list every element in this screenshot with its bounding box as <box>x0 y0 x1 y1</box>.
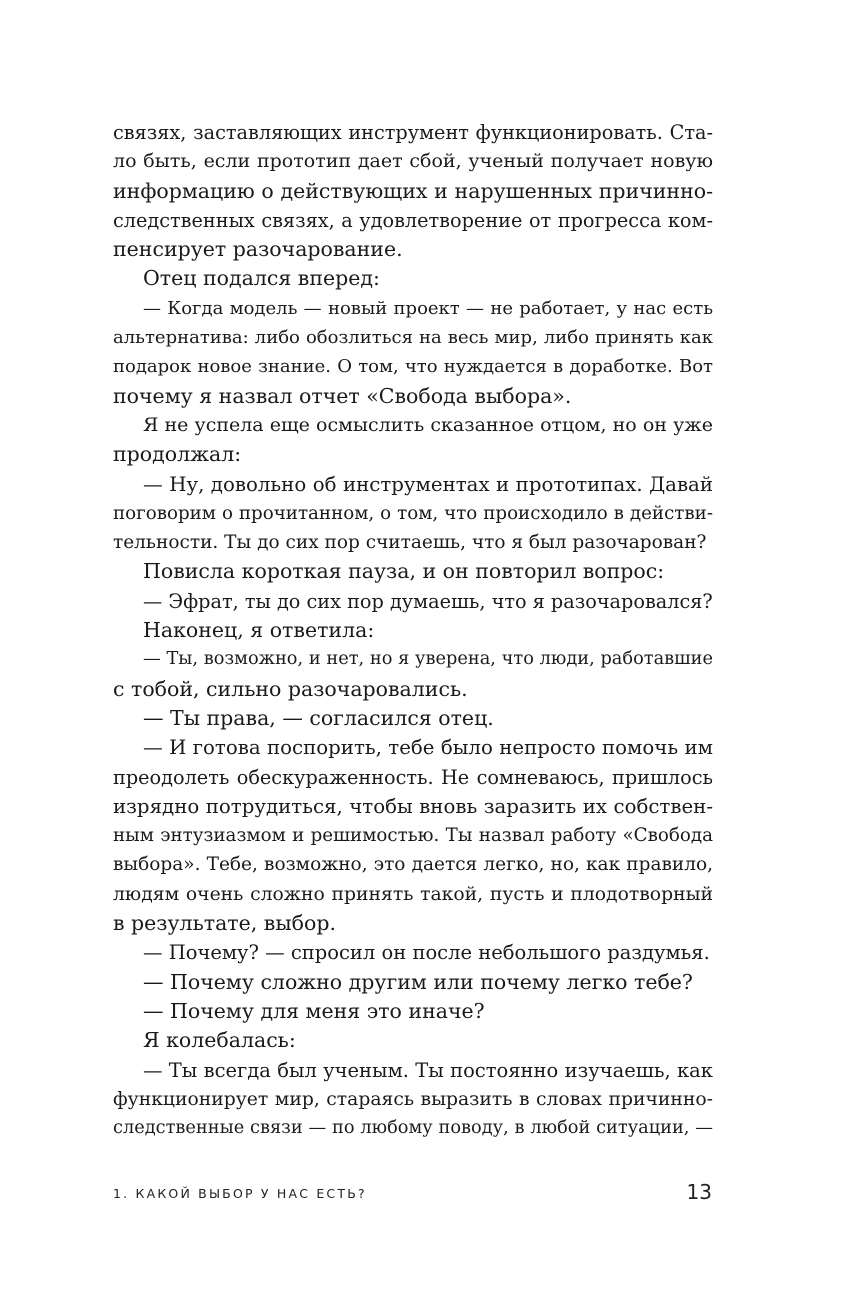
text-line: поговорим о прочитанном, о том, что происходило в действи- <box>113 502 713 524</box>
text-line: — Ну, довольно об инструментах и прототипах. Давай <box>143 472 713 496</box>
text-line: следственные связи — по любому поводу, в любой ситуации, — <box>113 1118 713 1139</box>
text-line: в результате, выбор. <box>113 911 336 936</box>
text-line: ным энтузиазмом и решимостью. Ты назвал работу «Свобода <box>113 825 713 847</box>
text-line: — Ты, возможно, и нет, но я уверена, что люди, работавшие <box>143 649 713 670</box>
text-line: — Почему? — спросил он после небольшого раздумья. <box>143 941 710 965</box>
text-line: — Ты всегда был ученым. Ты постоянно изучаешь, как <box>143 1058 713 1082</box>
running-footer-chapter: 1. КАКОЙ ВЫБОР У НАС ЕСТЬ? <box>113 1186 367 1201</box>
text-line: Наконец, я ответила: <box>143 618 375 643</box>
text-line: — Эфрат, ты до сих пор думаешь, что я разочаровался? <box>143 589 713 613</box>
text-line: Я не успела еще осмыслить сказанное отцом, но он уже <box>143 413 713 436</box>
text-line: преодолеть обескураженность. Не сомневаюсь, пришлось <box>113 765 713 789</box>
body-text <box>113 118 713 1143</box>
text-line: — Когда модель — новый проект — не работает, у нас есть <box>143 297 713 319</box>
text-line: — Ты права, — согласился отец. <box>143 705 494 730</box>
text-line: почему я назвал отчет «Свобода выбора». <box>113 383 572 408</box>
text-line: продолжал: <box>113 442 242 467</box>
text-line: подарок новое знание. О том, что нуждается в доработке. Вот <box>113 356 713 378</box>
text-line: — И готова поспорить, тебе было непросто помочь им <box>143 736 713 760</box>
text-line: Я колебалась: <box>143 1028 296 1053</box>
text-line: тельности. Ты до сих пор считаешь, что я был разочарован? <box>113 532 707 554</box>
text-line: выбора». Тебе, возможно, это дается легко, но, как правило, <box>113 854 713 876</box>
text-line: Повисла короткая пауза, и он повторил вопрос: <box>143 559 665 584</box>
text-line: пенсирует разочарование. <box>113 237 403 262</box>
text-line: связях, заставляющих инструмент функционировать. Ста- <box>113 121 713 144</box>
text-line: альтернатива: либо обозлиться на весь мир, либо принять как <box>113 327 713 349</box>
text-line: изрядно потрудиться, чтобы вновь заразить их собствен- <box>113 794 713 818</box>
text-line: функционирует мир, стараясь выразить в словах причинно- <box>113 1088 713 1110</box>
text-line: — Почему сложно другим или почему легко тебе? <box>143 969 693 994</box>
text-line: людям очень сложно принять такой, пусть и плодотворный <box>113 883 713 905</box>
text-line: — Почему для меня это иначе? <box>143 998 485 1023</box>
text-line: информацию о действующих и нарушенных причинно- <box>113 178 713 203</box>
text-line: Отец подался вперед: <box>143 266 380 291</box>
text-line: ло быть, если прототип дает сбой, ученый получает новую <box>113 150 713 173</box>
page-number: 13 <box>686 1180 712 1204</box>
text-line: с тобой, сильно разочаровались. <box>113 676 468 701</box>
text-line: следственных связях, а удовлетворение от прогресса ком- <box>113 208 713 232</box>
